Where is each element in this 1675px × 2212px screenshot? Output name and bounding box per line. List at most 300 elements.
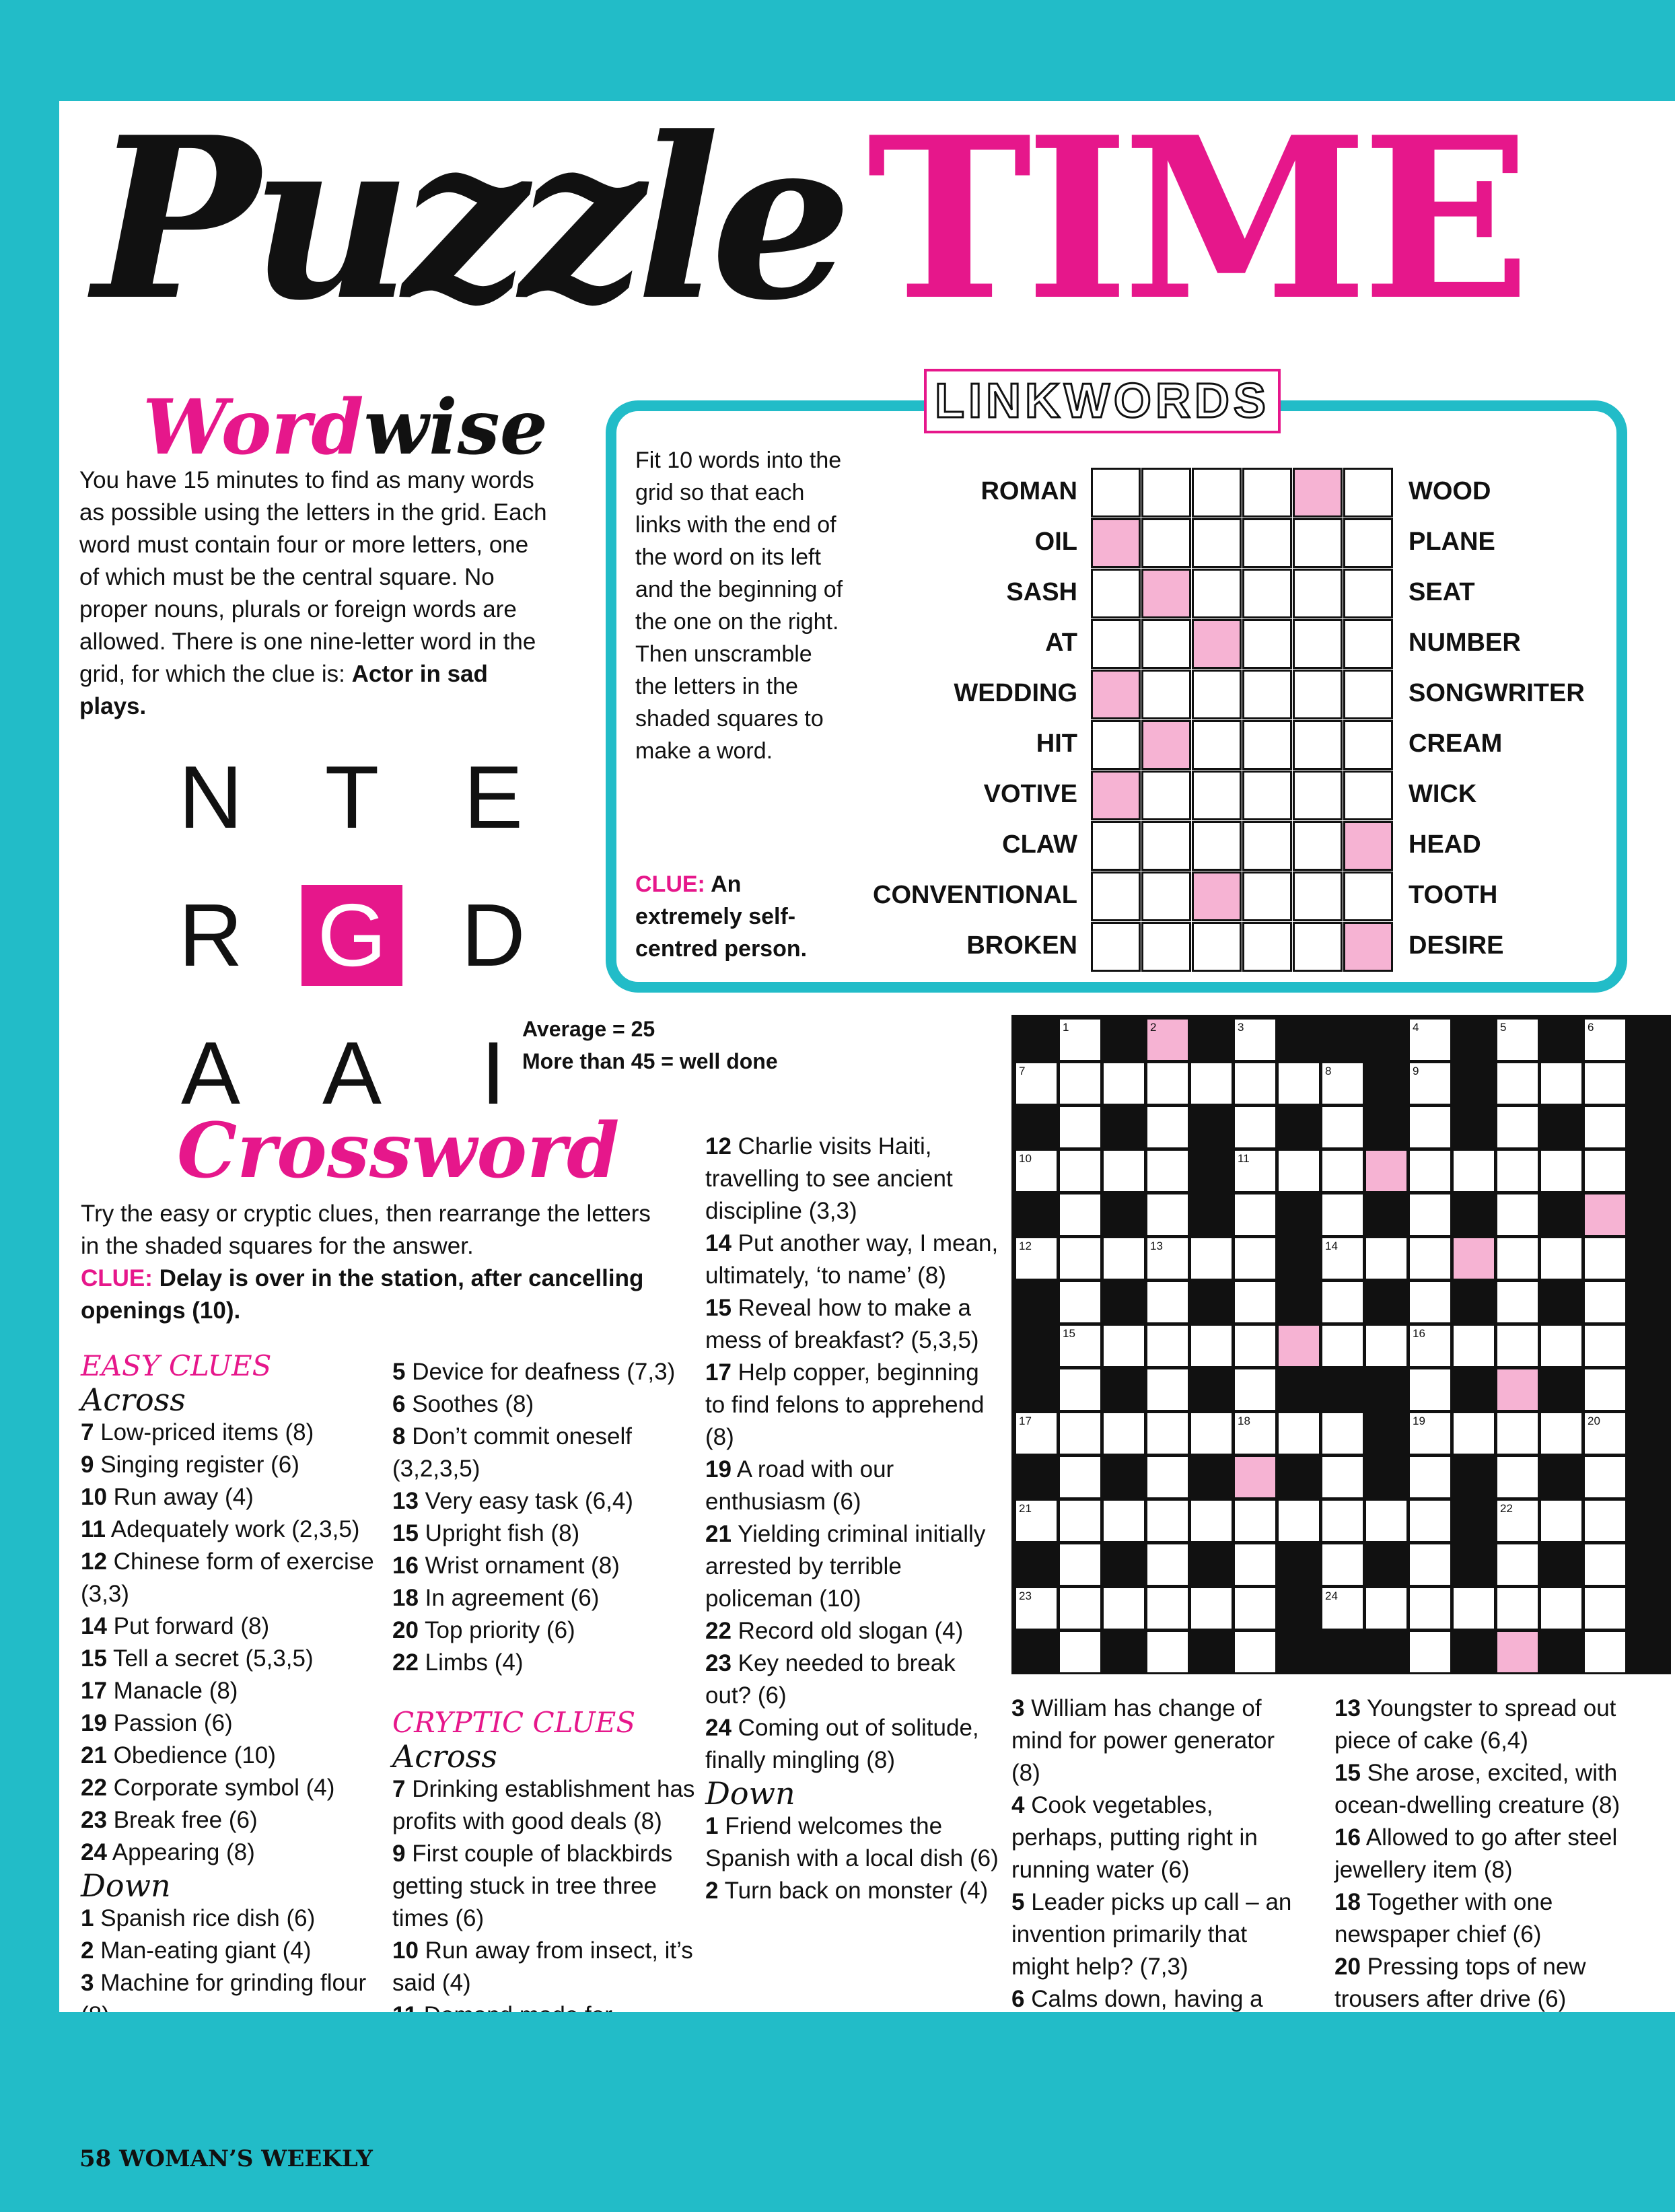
clue-item [705,1647,1001,1712]
crossword-cell[interactable] [1497,1107,1538,1147]
crossword-cell[interactable] [1322,1282,1363,1322]
crossword-cell[interactable] [1104,1238,1144,1279]
linkwords-answer-cell[interactable] [1293,619,1343,669]
clue-number: 21 [81,1742,107,1769]
wordwise-title [143,384,548,472]
crossword-cell[interactable] [1104,1501,1144,1541]
crossword-cell[interactable] [1060,1413,1100,1454]
crossword-cell[interactable] [1060,1151,1100,1191]
crossword-cell[interactable] [1497,1588,1538,1629]
crossword-cell[interactable] [1585,1413,1625,1454]
crossword-cell[interactable] [1585,1588,1625,1629]
crossword-cell[interactable] [1366,1588,1406,1629]
linkwords-answer-cell[interactable] [1343,871,1393,921]
linkwords-right-word: WICK [1409,780,1477,808]
crossword-cell[interactable] [1235,1588,1275,1629]
clue-item [392,1582,702,1614]
linkwords-answer-cell[interactable] [1293,518,1343,568]
linkwords-answer-cell[interactable] [1293,468,1343,518]
crossword-cell[interactable] [1454,1326,1494,1366]
clue-text: William has change of mind for power generator (8) [1011,1695,1275,1786]
linkwords-answer-cell[interactable] [1141,468,1191,518]
linkwords-answer-cell[interactable] [1192,468,1242,518]
linkwords-answer-cell[interactable] [1242,821,1292,871]
linkwords-answer-cell[interactable] [1091,821,1141,871]
crossword-cell[interactable] [1060,1544,1100,1585]
crossword-cell[interactable] [1060,1326,1100,1366]
linkwords-answer-cell[interactable] [1192,619,1242,669]
crossword-cell[interactable] [1541,1588,1581,1629]
crossword-cell[interactable] [1191,1588,1232,1629]
clue-number: 13 [1334,1695,1361,1721]
crossword-cell[interactable] [1322,1238,1363,1279]
crossword-cell[interactable] [1322,1588,1363,1629]
crossword-cell[interactable] [1541,1238,1581,1279]
clue-number: 13 [392,1488,419,1514]
easy-across-heading: Across [81,1382,186,1418]
clue-item [705,1292,1001,1357]
crossword-cell[interactable] [1454,1238,1494,1279]
linkwords-answer-cell[interactable] [1141,670,1191,719]
linkwords-left-word: CONVENTIONAL [873,881,1077,909]
crossword-cell[interactable] [1191,1063,1232,1104]
crossword-clue-text: Delay is over in the station, after cancelling openings (10). [81,1265,644,1324]
wordwise-title-word: Word [143,384,364,472]
clue-text: Coming out of solitude, finally mingling (8) [705,1715,979,1773]
linkwords-answer-cell[interactable] [1192,922,1242,972]
crossword-cell[interactable] [1541,1063,1581,1104]
cryptic-clues-heading: CRYPTIC CLUES [392,1706,636,1739]
crossword-cell[interactable] [1410,1544,1450,1585]
clue-number: 20 [392,1617,419,1643]
crossword-cell[interactable] [1279,1151,1319,1191]
wordwise-score-well-done: More than 45 = well done [522,1049,778,1073]
linkwords-answer-cell[interactable] [1242,771,1292,820]
crossword-cell[interactable] [1497,1282,1538,1322]
linkwords-answer-cell[interactable] [1091,619,1141,669]
crossword-cell[interactable] [1585,1369,1625,1410]
crossword-cell[interactable] [1147,1632,1188,1672]
clue-item [392,1485,702,1518]
linkwords-answer-cell[interactable] [1091,720,1141,770]
crossword-cell[interactable] [1410,1413,1450,1454]
crossword-cell[interactable] [1016,1238,1057,1279]
crossword-cell[interactable] [1147,1151,1188,1191]
crossword-cell[interactable] [1060,1020,1100,1060]
clue-text: Chinese form of exercise (3,3) [81,1548,374,1607]
crossword-cell[interactable] [1235,1413,1275,1454]
clue-item [1011,1789,1308,1886]
clue-item [81,1836,377,1869]
clue-column-3 [705,1131,1001,1907]
crossword-cell[interactable] [1279,1413,1319,1454]
clue-item [705,1875,1001,1907]
linkwords-answer-cell[interactable] [1293,771,1343,820]
crossword-cell[interactable] [1104,1151,1144,1191]
clue-text: Help copper, beginning to find felons to apprehend (8) [705,1359,985,1450]
clue-text: Limbs (4) [425,1649,524,1676]
crossword-cell-number: 7 [1019,1065,1026,1077]
crossword-cell[interactable] [1541,1413,1581,1454]
crossword-cell[interactable] [1235,1063,1275,1104]
crossword-cell[interactable] [1410,1063,1450,1104]
crossword-cell[interactable] [1541,1151,1581,1191]
linkwords-answer-cell[interactable] [1242,518,1292,568]
clue-text: Tell a secret (5,3,5) [113,1645,314,1672]
clue-number: 10 [392,1937,419,1964]
crossword-cell[interactable] [1016,1588,1057,1629]
linkwords-answer-cell[interactable] [1242,670,1292,719]
crossword-cell[interactable] [1410,1107,1450,1147]
clue-text: Man-eating giant (4) [100,1937,312,1964]
linkwords-answer-cell[interactable] [1343,670,1393,719]
clue-item [1334,1757,1631,1822]
linkwords-answer-cell[interactable] [1141,922,1191,972]
crossword-cell[interactable] [1060,1238,1100,1279]
crossword-cell[interactable] [1016,1063,1057,1104]
crossword-cell[interactable] [1585,1063,1625,1104]
crossword-cell[interactable] [1410,1457,1450,1497]
clue-number: 15 [1334,1760,1361,1786]
crossword-cell[interactable] [1454,1588,1494,1629]
crossword-cell[interactable] [1497,1151,1538,1191]
clue-text: Leader picks up call – an invention primarily that might help? (7,3) [1011,1889,1292,1980]
crossword-cell[interactable] [1104,1588,1144,1629]
crossword-cell[interactable] [1322,1501,1363,1541]
linkwords-answer-cell[interactable] [1242,468,1292,518]
clue-item [392,1388,702,1421]
crossword-cell[interactable] [1235,1632,1275,1672]
clue-text: Run away (4) [113,1484,254,1510]
crossword-cell[interactable] [1147,1326,1188,1366]
linkwords-instructions: Fit 10 words into the grid so that each links with the end of the word on its left and the beginning of the one on the right. Then unscramble the letters in the shaded squares to make a word. [635,448,843,764]
wordwise-nine-letter-clue: Actor in sad plays. [79,661,488,719]
clue-number: 14 [705,1230,732,1256]
crossword-cell-number: 24 [1325,1590,1338,1602]
crossword-cell[interactable] [1060,1282,1100,1322]
clue-item [81,1610,377,1643]
crossword-cell[interactable] [1410,1194,1450,1235]
linkwords-answer-cell[interactable] [1242,922,1292,972]
crossword-cell[interactable] [1147,1282,1188,1322]
clue-text: Allowed to go after steel jewellery item (8) [1334,1824,1618,1883]
linkwords-answer-cell[interactable] [1293,922,1343,972]
crossword-cell[interactable] [1060,1588,1100,1629]
crossword-cell[interactable] [1235,1457,1275,1497]
crossword-cell[interactable] [1235,1020,1275,1060]
crossword-cell[interactable] [1410,1282,1450,1322]
crossword-cell[interactable] [1279,1326,1319,1366]
crossword-cell[interactable] [1497,1369,1538,1410]
linkwords-answer-cell[interactable] [1343,922,1393,972]
linkwords-answer-cell[interactable] [1293,821,1343,871]
clue-text: First couple of blackbirds getting stuck in tree three times (6) [392,1841,673,1931]
clue-text: Appearing (8) [112,1839,255,1865]
clue-item [81,1707,377,1740]
clue-number: 1 [81,1905,94,1931]
linkwords-left-word: CLAW [1002,830,1077,859]
crossword-cell[interactable] [1585,1632,1625,1672]
linkwords-answer-cell[interactable] [1293,720,1343,770]
clue-text: Singing register (6) [100,1452,299,1478]
crossword-cell-number: 15 [1063,1327,1075,1340]
crossword-cell[interactable] [1454,1413,1494,1454]
linkwords-answer-cell[interactable] [1242,871,1292,921]
clue-item [1334,1692,1631,1757]
crossword-cell[interactable] [1235,1544,1275,1585]
crossword-cell[interactable] [1454,1151,1494,1191]
crossword-cell[interactable] [1147,1501,1188,1541]
clue-item [1011,1692,1308,1789]
linkwords-answer-cell[interactable] [1192,518,1242,568]
crossword-cell[interactable] [1410,1238,1450,1279]
crossword-cell[interactable] [1410,1020,1450,1060]
linkwords-answer-cell[interactable] [1343,518,1393,568]
clue-text: Adequately work (2,3,5) [110,1516,360,1542]
clue-text: She arose, excited, with ocean-dwelling creature (8) [1334,1760,1620,1818]
linkwords-answer-cell[interactable] [1091,871,1141,921]
linkwords-answer-cell[interactable] [1091,771,1141,820]
crossword-cell[interactable] [1147,1457,1188,1497]
crossword-cell[interactable] [1366,1501,1406,1541]
crossword-cell[interactable] [1322,1457,1363,1497]
crossword-cell[interactable] [1585,1326,1625,1366]
clue-item [705,1712,1001,1777]
crossword-cell[interactable] [1191,1413,1232,1454]
page-number: 58 [79,2145,112,2172]
page-title-time: TIME [867,88,1524,349]
clue-number: 3 [81,1970,94,1996]
crossword-cell[interactable] [1410,1151,1450,1191]
crossword-cell[interactable] [1585,1501,1625,1541]
linkwords-answer-cell[interactable] [1242,619,1292,669]
wordwise-letter: N [178,748,243,847]
linkwords-answer-cell[interactable] [1343,619,1393,669]
linkwords-answer-cell[interactable] [1141,518,1191,568]
clue-text: In agreement (6) [425,1585,600,1611]
crossword-cell[interactable] [1235,1369,1275,1410]
linkwords-answer-cell[interactable] [1091,569,1141,618]
linkwords-answer-cell[interactable] [1091,518,1141,568]
crossword-cell[interactable] [1235,1151,1275,1191]
linkwords-answer-cell[interactable] [1242,569,1292,618]
crossword-cell[interactable] [1366,1238,1406,1279]
crossword-cell-number: 18 [1238,1415,1250,1427]
clue-number: 23 [81,1807,107,1833]
crossword-cell-number: 19 [1413,1415,1425,1427]
crossword-clue-label: CLUE: [81,1265,153,1291]
crossword-cell[interactable] [1016,1413,1057,1454]
crossword-cell[interactable] [1322,1413,1363,1454]
crossword-cell[interactable] [1191,1238,1232,1279]
linkwords-answer-cell[interactable] [1343,720,1393,770]
crossword-cell[interactable] [1235,1107,1275,1147]
crossword-cell[interactable] [1497,1501,1538,1541]
easy-clues-heading: EASY CLUES [81,1349,272,1382]
crossword-cell[interactable] [1497,1326,1538,1366]
crossword-cell[interactable] [1060,1501,1100,1541]
crossword-cell[interactable] [1585,1544,1625,1585]
cryptic-across-heading: Across [392,1738,497,1775]
crossword-cell[interactable] [1497,1020,1538,1060]
crossword-cell[interactable] [1235,1326,1275,1366]
crossword-cell[interactable] [1191,1501,1232,1541]
crossword-cell[interactable] [1147,1238,1188,1279]
crossword-cell[interactable] [1497,1194,1538,1235]
crossword-cell[interactable] [1585,1020,1625,1060]
crossword-cell[interactable] [1060,1369,1100,1410]
crossword-cell[interactable] [1410,1588,1450,1629]
clue-text: Spanish rice dish (6) [100,1905,316,1931]
clue-number: 5 [1011,1889,1025,1915]
linkwords-right-word: DESIRE [1409,931,1504,960]
linkwords-answer-cell[interactable] [1293,670,1343,719]
crossword-cell-number: 10 [1019,1152,1032,1165]
crossword-cell[interactable] [1147,1063,1188,1104]
clue-column-2 [392,1356,702,2064]
linkwords-answer-cell[interactable] [1192,771,1242,820]
crossword-cell[interactable] [1585,1282,1625,1322]
crossword-cell[interactable] [1147,1588,1188,1629]
crossword-cell[interactable] [1060,1194,1100,1235]
linkwords-answer-cell[interactable] [1343,468,1393,518]
linkwords-answer-cell[interactable] [1141,619,1191,669]
crossword-cell[interactable] [1322,1151,1363,1191]
clue-text: Wrist ornament (8) [425,1553,620,1579]
linkwords-answer-cell[interactable] [1343,821,1393,871]
linkwords-answer-cell[interactable] [1343,771,1393,820]
crossword-cell[interactable] [1410,1632,1450,1672]
crossword-clue [81,1262,673,1327]
linkwords-answer-cell[interactable] [1192,569,1242,618]
crossword-cell[interactable] [1235,1501,1275,1541]
clue-text: Cook vegetables, perhaps, putting right in running water (6) [1011,1792,1258,1883]
linkwords-answer-cell[interactable] [1091,670,1141,719]
crossword-cell[interactable] [1104,1326,1144,1366]
crossword-cell[interactable] [1322,1194,1363,1235]
linkwords-answer-cell[interactable] [1192,670,1242,719]
crossword-cell[interactable] [1410,1369,1450,1410]
crossword-cell[interactable] [1541,1501,1581,1541]
linkwords-answer-cell[interactable] [1141,720,1191,770]
crossword-cell[interactable] [1585,1151,1625,1191]
crossword-cell[interactable] [1585,1457,1625,1497]
crossword-cell[interactable] [1147,1369,1188,1410]
crossword-cell-number: 5 [1500,1021,1507,1034]
clue-text: Yielding criminal initially arrested by terrible policeman (10) [705,1521,986,1612]
crossword-cell[interactable] [1541,1326,1581,1366]
clue-number: 1 [705,1813,719,1839]
crossword-cell[interactable] [1060,1632,1100,1672]
crossword-cell[interactable] [1410,1326,1450,1366]
crossword-cell[interactable] [1191,1326,1232,1366]
crossword-cell[interactable] [1016,1151,1057,1191]
clue-text: Corporate symbol (4) [113,1775,335,1801]
linkwords-answer-cell[interactable] [1343,569,1393,618]
crossword-cell[interactable] [1410,1501,1450,1541]
crossword-cell-number: 17 [1019,1415,1032,1427]
clue-number: 15 [705,1295,732,1321]
linkwords-answer-cell[interactable] [1192,871,1242,921]
crossword-cell[interactable] [1147,1020,1188,1060]
linkwords-answer-cell[interactable] [1293,569,1343,618]
clue-number: 2 [81,1937,94,1964]
crossword-cell[interactable] [1060,1457,1100,1497]
clue-text: A road with our enthusiasm (6) [705,1456,894,1515]
crossword-cell[interactable] [1322,1063,1363,1104]
linkwords-answer-cell[interactable] [1293,871,1343,921]
crossword-cell-number: 22 [1500,1502,1513,1515]
clue-number: 5 [392,1359,406,1385]
crossword-cell[interactable] [1585,1238,1625,1279]
crossword-cell-number: 23 [1019,1590,1032,1602]
crossword-cell[interactable] [1497,1413,1538,1454]
linkwords-left-word: OIL [1034,528,1077,556]
crossword-cell[interactable] [1147,1413,1188,1454]
crossword-cell[interactable] [1366,1326,1406,1366]
crossword-cell[interactable] [1060,1107,1100,1147]
clue-text: Run away from insect, it’s said (4) [392,1937,693,1996]
crossword-cell[interactable] [1147,1107,1188,1147]
linkwords-answer-cell[interactable] [1091,468,1141,518]
wordwise-letter-grid [160,747,550,1124]
crossword-cell[interactable] [1322,1326,1363,1366]
crossword-cell[interactable] [1104,1063,1144,1104]
crossword-cell[interactable] [1497,1457,1538,1497]
crossword-title: Crossword [177,1107,620,1195]
linkwords-answer-cell[interactable] [1141,569,1191,618]
crossword-cell[interactable] [1104,1413,1144,1454]
clue-item [705,1518,1001,1615]
linkwords-answer-cell[interactable] [1192,720,1242,770]
crossword-cell[interactable] [1322,1107,1363,1147]
clue-number: 14 [81,1613,107,1639]
crossword-cell[interactable] [1235,1282,1275,1322]
clue-number: 8 [392,1423,406,1450]
linkwords-answer-cell[interactable] [1192,821,1242,871]
clue-item [81,1740,377,1772]
crossword-cell[interactable] [1366,1151,1406,1191]
clue-item [705,1227,1001,1292]
crossword-cell[interactable] [1497,1544,1538,1585]
crossword-cell[interactable] [1235,1238,1275,1279]
crossword-cell[interactable] [1147,1194,1188,1235]
crossword-cell[interactable] [1585,1194,1625,1235]
crossword-cell[interactable] [1060,1063,1100,1104]
linkwords-answer-cell[interactable] [1141,821,1191,871]
wordwise-letter: D [461,886,526,985]
clue-number: 4 [1011,1792,1025,1818]
linkwords-answer-cell[interactable] [1141,871,1191,921]
crossword-cell[interactable] [1279,1501,1319,1541]
linkwords-answer-cell[interactable] [1141,771,1191,820]
clue-item [392,1614,702,1647]
linkwords-answer-cell[interactable] [1242,720,1292,770]
magazine-name: WOMAN’S WEEKLY [119,2145,373,2172]
crossword-cell[interactable] [1497,1238,1538,1279]
crossword-cell[interactable] [1235,1194,1275,1235]
crossword-cell[interactable] [1147,1544,1188,1585]
crossword-cell[interactable] [1322,1544,1363,1585]
crossword-cell[interactable] [1585,1107,1625,1147]
crossword-cell[interactable] [1497,1632,1538,1672]
clue-item [81,1481,377,1513]
crossword-cell[interactable] [1497,1063,1538,1104]
clue-text: Charlie visits Haiti, travelling to see ancient discipline (3,3) [705,1133,953,1224]
crossword-cell[interactable] [1279,1063,1319,1104]
crossword-cell[interactable] [1016,1501,1057,1541]
linkwords-answer-cell[interactable] [1091,922,1141,972]
